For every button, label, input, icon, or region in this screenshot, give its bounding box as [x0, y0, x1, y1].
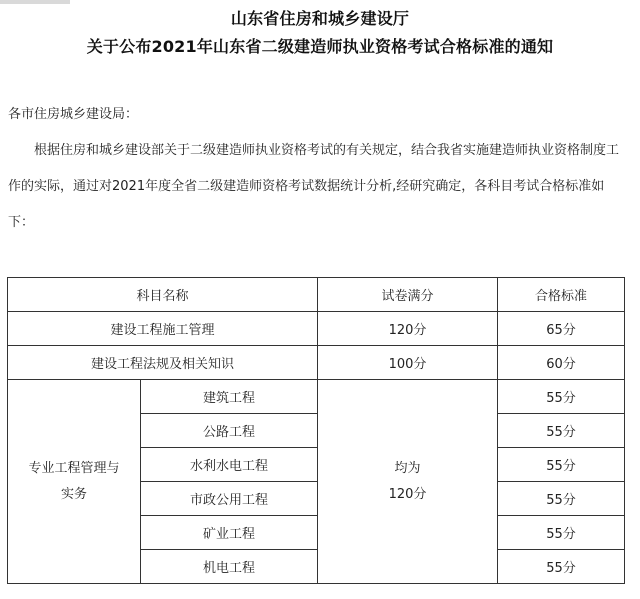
- header-full-score: 试卷满分: [318, 278, 498, 312]
- pass-score: 55分: [498, 482, 625, 516]
- specialty-name: 机电工程: [141, 550, 318, 584]
- pass-score: 55分: [498, 550, 625, 584]
- subject-name: 建设工程施工管理: [8, 312, 318, 346]
- top-edge-fragment: [0, 0, 70, 4]
- specialty-name: 建筑工程: [141, 380, 318, 414]
- header-pass-standard: 合格标准: [498, 278, 625, 312]
- table-row: [8, 346, 625, 380]
- pass-score: 55分: [498, 448, 625, 482]
- pass-standard-table: [7, 277, 625, 584]
- pass-score: 60分: [498, 346, 625, 380]
- table-header-row: [8, 278, 625, 312]
- document-title-line2: 关于公布2021年山东省二级建造师执业资格考试合格标准的通知: [86, 37, 554, 56]
- group-full-line1: 均为: [394, 460, 421, 476]
- table-row: [8, 380, 625, 414]
- full-score: 100分: [318, 346, 498, 380]
- pass-score: 55分: [498, 414, 625, 448]
- pass-score: 55分: [498, 516, 625, 550]
- document-title-line1: 山东省住房和城乡建设厅: [230, 9, 410, 28]
- pass-score: 55分: [498, 380, 625, 414]
- specialty-name: 水利水电工程: [141, 448, 318, 482]
- group-full-score: [318, 380, 498, 584]
- table-row: [8, 312, 625, 346]
- group-name-line1: 专业工程管理与: [28, 460, 120, 476]
- group-full-line2: 120分: [388, 486, 427, 502]
- specialty-name: 矿业工程: [141, 516, 318, 550]
- notice-paragraph: 根据住房和城乡建设部关于二级建造师执业资格考试的有关规定，结合我省实施建造师执业资格制度工作的实际，通过对2021年度全省二级建造师资格考试数据统计分析,经研究确定，各科目考试合格标准如下：: [8, 143, 620, 230]
- full-score: 120分: [318, 312, 498, 346]
- group-name-line2: 实务: [60, 486, 87, 502]
- subject-name: 建设工程法规及相关知识: [8, 346, 318, 380]
- specialty-name: 市政公用工程: [141, 482, 318, 516]
- header-subject: 科目名称: [8, 278, 318, 312]
- pass-score: 65分: [498, 312, 625, 346]
- group-subject-name: [8, 380, 141, 584]
- specialty-name: 公路工程: [141, 414, 318, 448]
- salutation: 各市住房城乡建设局：: [8, 107, 139, 122]
